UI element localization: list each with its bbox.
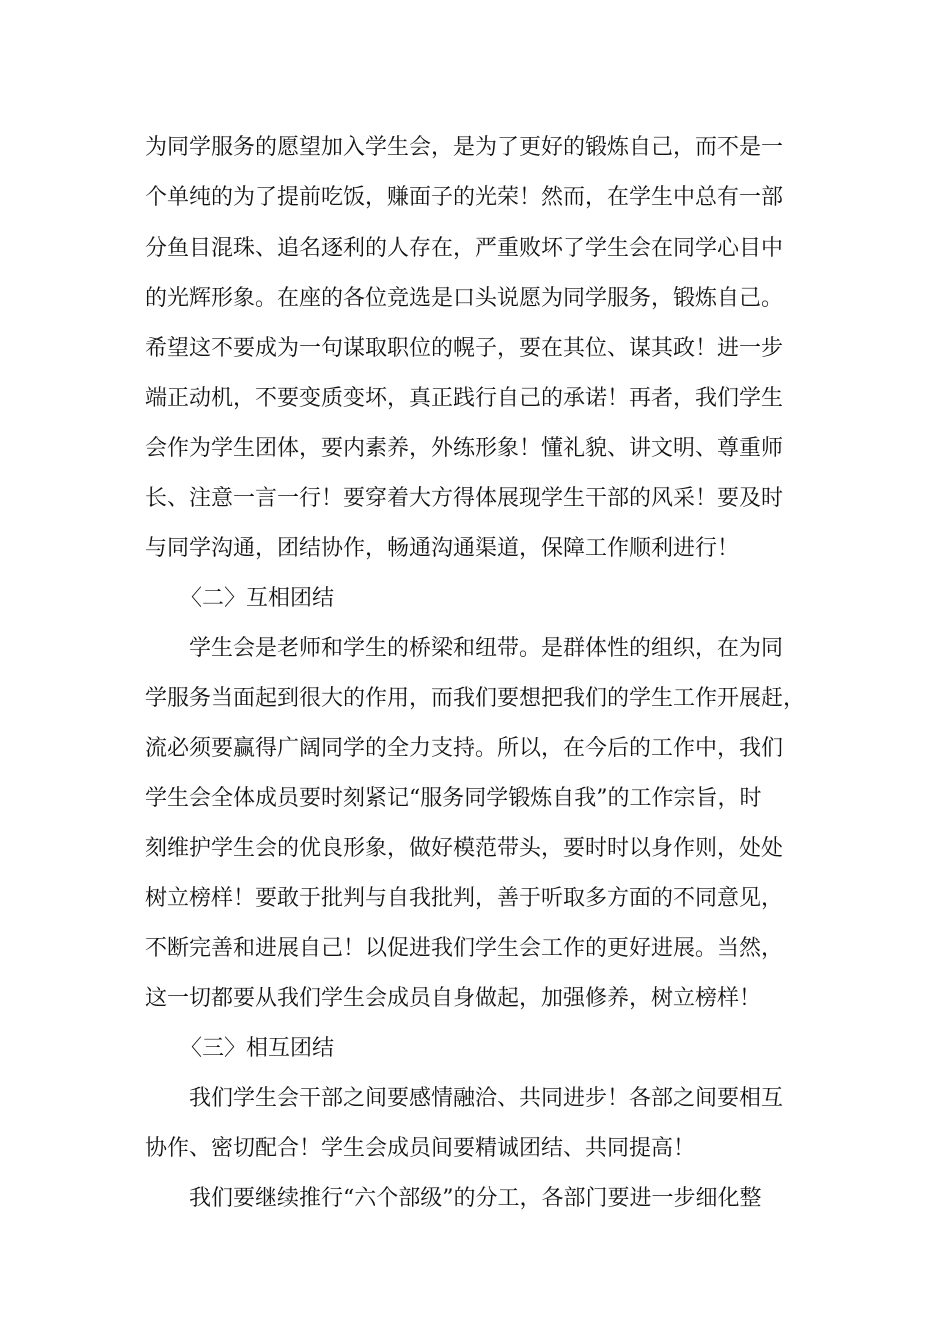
paragraph-2-line-7: 不断完善和进展自己！以促进我们学生会工作的更好进展。当然， bbox=[145, 936, 784, 961]
paragraph-1-line-8: 长、注意一言一行！要穿着大方得体展现学生干部的风采！要及时 bbox=[145, 486, 784, 511]
paragraph-1-line-4: 的光辉形象。在座的各位竞选是口头说愿为同学服务，锻炼自己。 bbox=[145, 286, 784, 311]
paragraph-2-line-2: 学服务当面起到很大的作用，而我们要想把我们的学生工作开展赶， bbox=[145, 686, 806, 711]
paragraph-2-line-4: 学生会全体成员要时刻紧记“服务同学锻炼自我”的工作宗旨，时 bbox=[145, 786, 762, 811]
section-heading-3: 〈三〉相互团结 bbox=[180, 1036, 335, 1061]
paragraph-1-line-1: 为同学服务的愿望加入学生会，是为了更好的锻炼自己，而不是一 bbox=[145, 135, 784, 160]
paragraph-2-line-6: 树立榜样！要敢于批判与自我批判，善于听取多方面的不同意见， bbox=[145, 886, 784, 911]
paragraph-1-line-9: 与同学沟通，团结协作，畅通沟通渠道，保障工作顺利进行！ bbox=[145, 536, 740, 561]
section-heading-2: 〈二〉互相团结 bbox=[180, 586, 335, 611]
paragraph-2-line-3: 流必须要赢得广阔同学的全力支持。所以，在今后的工作中，我们 bbox=[145, 736, 784, 761]
paragraph-1-line-3: 分鱼目混珠、追名逐利的人存在，严重败坏了学生会在同学心目中 bbox=[145, 236, 784, 261]
paragraph-1-line-6: 端正动机，不要变质变坏，真正践行自己的承诺！再者，我们学生 bbox=[145, 386, 784, 411]
paragraph-1-line-2: 个单纯的为了提前吃饭，赚面子的光荣！然而，在学生中总有一部 bbox=[145, 185, 784, 210]
paragraph-1-line-5: 希望这不要成为一句谋取职位的幌子，要在其位、谋其政！进一步 bbox=[145, 336, 784, 361]
paragraph-2-line-8: 这一切都要从我们学生会成员自身做起，加强修养，树立榜样！ bbox=[145, 986, 762, 1011]
paragraph-2-line-5: 刻维护学生会的优良形象，做好模范带头，要时时以身作则，处处 bbox=[145, 836, 784, 861]
paragraph-4-line-1: 我们要继续推行“六个部级”的分工，各部门要进一步细化整 bbox=[189, 1186, 762, 1211]
paragraph-3-line-2: 协作、密切配合！学生会成员间要精诚团结、共同提高！ bbox=[145, 1136, 696, 1161]
paragraph-3-line-1: 我们学生会干部之间要感情融洽、共同进步！各部之间要相互 bbox=[189, 1086, 784, 1111]
paragraph-2-line-1: 学生会是老师和学生的桥梁和纽带。是群体性的组织，在为同 bbox=[189, 636, 784, 661]
paragraph-1-line-7: 会作为学生团体，要内素养，外练形象！懂礼貌、讲文明、尊重师 bbox=[145, 436, 784, 461]
